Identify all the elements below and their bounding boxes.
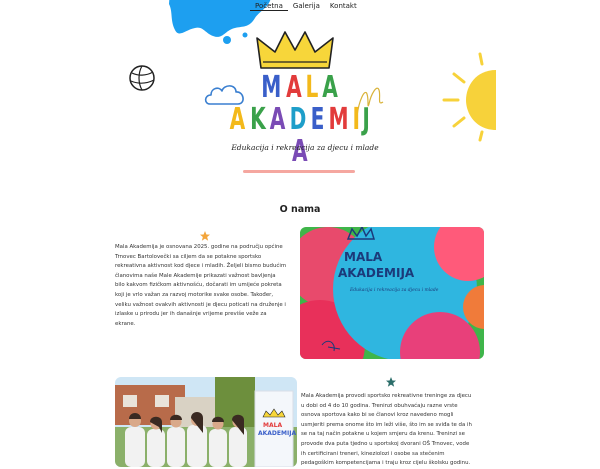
nav-item-galerija[interactable]: Galerija [292, 2, 320, 10]
banner-logo-line2: AKADEMIJA [258, 430, 297, 437]
balloon-logo-tagline: Edukacija i rekreacija za djecu i mlade [350, 288, 439, 293]
text-line: bilo kakvom fizičkom aktivnošću, dočarati im umijeće pokreta [115, 282, 282, 289]
logo-letter: M [328, 102, 350, 137]
logo-letter: A [269, 102, 286, 137]
text-line: ih certificirani treneri, kineziolozi i osobe sa stečenim [301, 450, 445, 457]
logo-letter: A [322, 70, 339, 105]
logo-letter: M [261, 70, 283, 105]
text-line: veliku važnost ovakvih aktivnosti je djecu poticati na druženje i [115, 301, 286, 308]
logo-letter: E [310, 102, 326, 137]
logo-letter: K [249, 102, 267, 137]
text-line: ekrane. [115, 320, 136, 327]
text-line: izlaske u prirodu jer ih današnje vrijeme previše veže za [115, 311, 267, 318]
main-nav [250, 2, 362, 11]
about-paragraph-1 [115, 243, 300, 329]
text-line: koji je vrlo važan za razvoj motorike svake osobe. Također, [115, 291, 274, 298]
ball-icon [128, 64, 156, 92]
balloons-photo [300, 227, 484, 359]
logo-letter: D [289, 102, 308, 137]
nav-item-pocetna[interactable]: Početna [250, 2, 288, 11]
logo-letter: J [362, 102, 371, 137]
text-line: provode dva puta tjedno u sportskoj dvorani OŠ Trnovec, vode [301, 440, 470, 447]
logo-letter: I [352, 102, 361, 137]
logo-letter: A [291, 134, 309, 169]
logo-tagline: Edukacija i rekreacija za djecu i mlade [231, 143, 379, 152]
balloon-logo-line1: MALA [344, 250, 383, 264]
logo-line-mala [210, 72, 390, 104]
star-icon [199, 230, 211, 242]
text-line: usmjeriti prema onome što im leži više, što im se sviđa te da ih [301, 421, 472, 428]
text-line: u dobi od 4 do 10 godina. Treninzi obuhvaćaju razne vrste [301, 402, 458, 409]
banner-logo-line1: MALA [263, 422, 283, 429]
header-divider [243, 170, 355, 173]
sun-icon [436, 52, 496, 142]
team-photo [115, 377, 297, 467]
text-line: Mala Akademija provodi sportsko rekreativne treninge za djecu [301, 393, 472, 399]
text-line: članovima naše Male Akademije prikazati važnost bavljenja [115, 272, 276, 279]
about-paragraph-2 [301, 392, 491, 469]
section-title-o-nama: O nama [279, 204, 321, 215]
nav-item-kontakt[interactable]: Kontakt [329, 2, 357, 10]
text-line: pedagoškim kompetencijama i traju kroz cijelu školsku godinu. [301, 460, 471, 467]
site-logo[interactable] [210, 72, 390, 168]
crown-icon [255, 30, 335, 72]
logo-letter: A [286, 70, 303, 105]
text-line: osnova sportova kako bi se članovi kroz navedeno mogli [301, 412, 454, 419]
text-line: Mala Akademija je osnovana 2025. godine na području općine [115, 244, 283, 250]
logo-letter: L [305, 70, 320, 105]
text-line: se na taj način potakne u kojem smjeru da krenu. Treninzi se [301, 431, 465, 438]
logo-line-akademija [210, 104, 390, 168]
logo-letter: A [229, 102, 247, 137]
text-line: rekreativna aktivnost kod djece i mladih. Željeli bismo budućim [115, 263, 287, 270]
star-icon [385, 376, 397, 388]
balloon-logo-line2: AKADEMIJA [338, 266, 415, 280]
text-line: Trnovec Bartolovečki sa ciljem da se potakne sportsko [115, 253, 262, 260]
